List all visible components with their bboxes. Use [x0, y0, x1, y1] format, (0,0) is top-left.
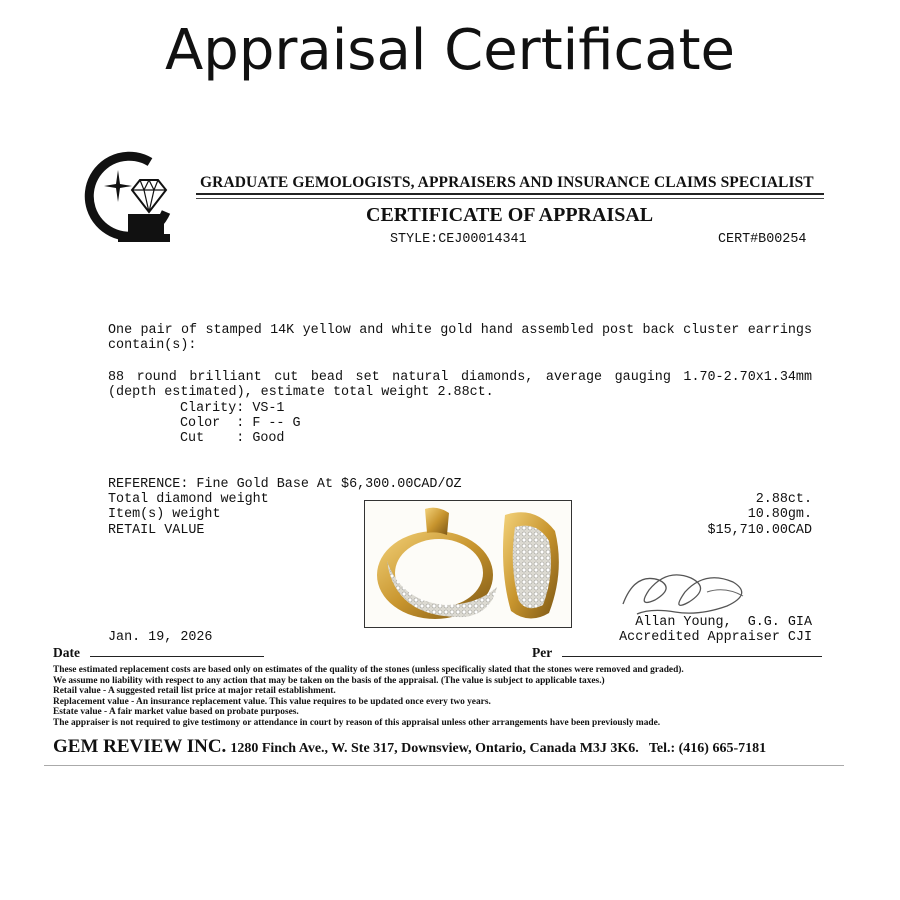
appraisal-date: Jan. 19, 2026	[108, 630, 213, 645]
page-title: Appraisal Certificate	[164, 18, 736, 83]
fine-print-line: Estate value - A fair market value based on probate purposes.	[53, 707, 299, 717]
style-code: STYLE:CEJ00014341	[390, 232, 527, 247]
color-line: Color : F -- G	[180, 416, 301, 431]
item-weight-value: 10.80gm.	[747, 507, 812, 522]
gold-reference: REFERENCE: Fine Gold Base At $6,300.00CAD/OZ	[108, 477, 462, 492]
fine-print-line: The appraiser is not required to give testimony or attendance in court by reason of this appraisal unless other arrangements have been previously made.	[53, 717, 661, 728]
company-footer	[53, 736, 766, 758]
company-phone: Tel.: (416) 665-7181	[648, 741, 767, 756]
clarity-line: Clarity: VS-1	[180, 401, 285, 416]
total-weight-value: 2.88ct.	[755, 492, 812, 507]
company-address: 1280 Finch Ave., W. Ste 317, Downsview, Ontario, Canada M3J 3K6.	[230, 741, 639, 756]
header-divider	[196, 193, 824, 195]
header-divider-thin	[196, 198, 824, 199]
appraiser-name: Allan Young, G.G. GIA	[635, 615, 812, 630]
fine-print-line: We assume no liability with respect to any action that may be taken on the basis of the appraisal. (The value is subject to applicable taxes.)	[53, 675, 605, 686]
item-description: One pair of stamped 14K yellow and white gold hand assembled post back cluster earrings contain(s):	[108, 323, 812, 354]
fine-print-line: Replacement value - An insurance replacement value. This value requires to be updated once every two years.	[53, 696, 491, 707]
date-label: Date	[53, 645, 80, 660]
retail-value-amount: $15,710.00CAD	[707, 523, 812, 538]
company-name: GEM REVIEW INC.	[53, 736, 227, 757]
per-line	[562, 656, 822, 657]
date-line	[90, 656, 264, 657]
diamond-description: 88 round brilliant cut bead set natural diamonds, average gauging 1.70-2.70x1.34mm (depth estimated), estimate total weight 2.88ct.	[108, 370, 812, 401]
g-diamond-logo-icon	[80, 150, 172, 245]
fine-print-line: Retail value - A suggested retail list price at major retail establishment.	[53, 686, 336, 696]
item-weight-label: Item(s) weight	[108, 507, 221, 522]
fine-print-line: These estimated replacement costs are based only on estimates of the quality of the stones (unless specificaliy slated that the stones were removed and graded).	[53, 665, 684, 675]
appraiser-title: Accredited Appraiser CJI	[619, 630, 812, 645]
certificate-title: CERTIFICATE OF APPRAISAL	[366, 204, 654, 226]
earrings-photo	[364, 500, 572, 628]
handwritten-signature	[615, 562, 755, 622]
retail-value-label: RETAIL VALUE	[108, 523, 205, 538]
cert-number: CERT#B00254	[718, 232, 807, 247]
organization-heading: GRADUATE GEMOLOGISTS, APPRAISERS AND INSURANCE CLAIMS SPECIALIST	[200, 174, 814, 191]
per-label: Per	[532, 645, 553, 660]
footer-divider	[44, 765, 844, 766]
fine-print	[53, 665, 853, 728]
cut-line: Cut : Good	[180, 431, 285, 446]
total-weight-label: Total diamond weight	[108, 492, 269, 507]
